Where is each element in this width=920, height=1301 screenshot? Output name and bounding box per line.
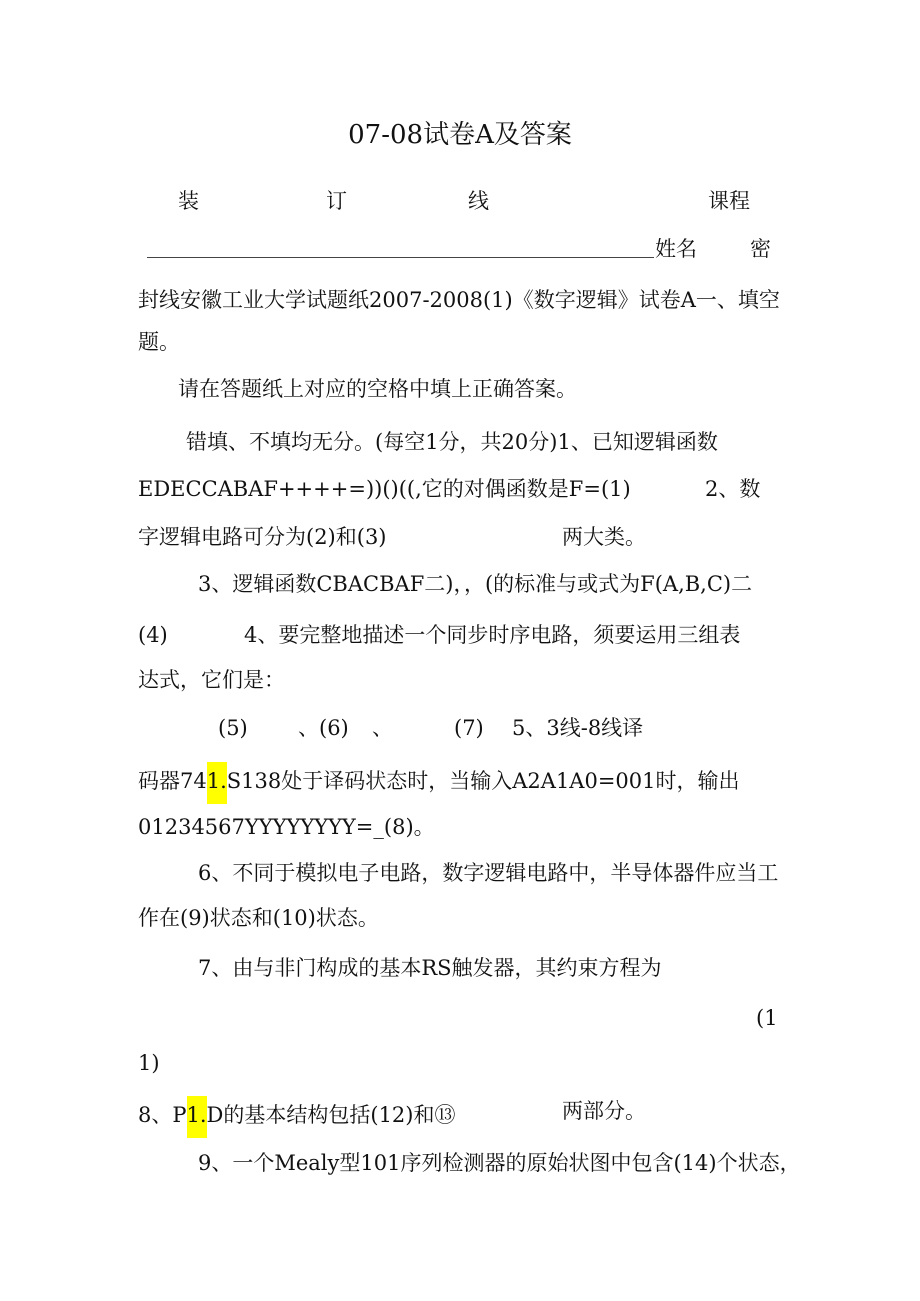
question-9-line: 9、一个Mealy型101序列检测器的原始状图中包含(14)个状态，: [198, 1151, 801, 1175]
question-2-start: 2、数: [705, 477, 761, 501]
question-5-start: 5、3线-8线译: [512, 716, 644, 740]
question-5-text-b: S138处于译码状态时，当输入A2A1A0=001时，输出: [226, 769, 740, 793]
name-blank-line: [147, 257, 654, 258]
question-8-end: 两部分。: [562, 1099, 646, 1123]
highlight-mark: 1.: [187, 1096, 207, 1138]
question-6-end: 作在(9)状态和(10)状态。: [138, 906, 379, 930]
blank-11-end: 1): [138, 1051, 160, 1075]
binding-mark-ding: 订: [326, 189, 347, 213]
question-4-end: 达式，它们是：: [138, 668, 285, 692]
highlight-mark: 1.: [207, 762, 227, 804]
section-title-end: 题。: [138, 330, 180, 354]
blank-6: 、(6): [298, 716, 349, 740]
question-3-line: 3、逻辑函数CBACBAF二)，，(的标准与或式为F(A,B,C)二: [198, 572, 753, 596]
question-2-end: 两大类。: [562, 525, 646, 549]
question-5-text-a: 码器74: [138, 769, 207, 793]
course-label: 课程: [708, 189, 750, 213]
question-8-text-a: 8、P: [138, 1103, 187, 1127]
question-1-line: EDECCABAF++++=))()((,它的对偶函数是F=(1): [138, 477, 631, 501]
name-label: 姓名: [655, 237, 697, 261]
question-7-line: 7、由与非门构成的基本RS触发器，其约束方程为: [198, 956, 662, 980]
question-4-line: 4、要完整地描述一个同步时序电路，须要运用三组表: [244, 623, 741, 647]
question-5-line: [138, 762, 740, 804]
separator-comma: 、: [372, 716, 393, 740]
instruction-line: 请在答题纸上对应的空格中填上正确答案。: [178, 377, 577, 401]
blank-7: (7): [454, 716, 484, 740]
question-5-output: 01234567YYYYYYYY=_(8)。: [138, 815, 435, 839]
binding-mark-mi: 密: [750, 237, 771, 261]
blank-5: (5): [218, 716, 248, 740]
question-8-line: [138, 1096, 456, 1138]
document-title: 07-08试卷A及答案: [348, 120, 572, 150]
blank-4: (4): [138, 623, 168, 647]
question-2-line: 字逻辑电路可分为(2)和(3): [138, 525, 387, 549]
scoring-line: 错填、不填均无分。(每空1分，共20分)1、已知逻辑函数: [186, 430, 718, 454]
binding-mark-xian: 线: [468, 189, 489, 213]
binding-mark-zhuang: 装: [178, 189, 199, 213]
blank-11-start: (1: [756, 1006, 778, 1030]
question-8-text-b: D的基本结构包括(12)和⑬: [206, 1103, 456, 1127]
exam-header-line: 封线安徽工业大学试题纸2007-2008(1)《数字逻辑》试卷A一、填空: [138, 288, 780, 312]
question-6-line: 6、不同于模拟电子电路，数字逻辑电路中，半导体器件应当工: [198, 861, 779, 885]
